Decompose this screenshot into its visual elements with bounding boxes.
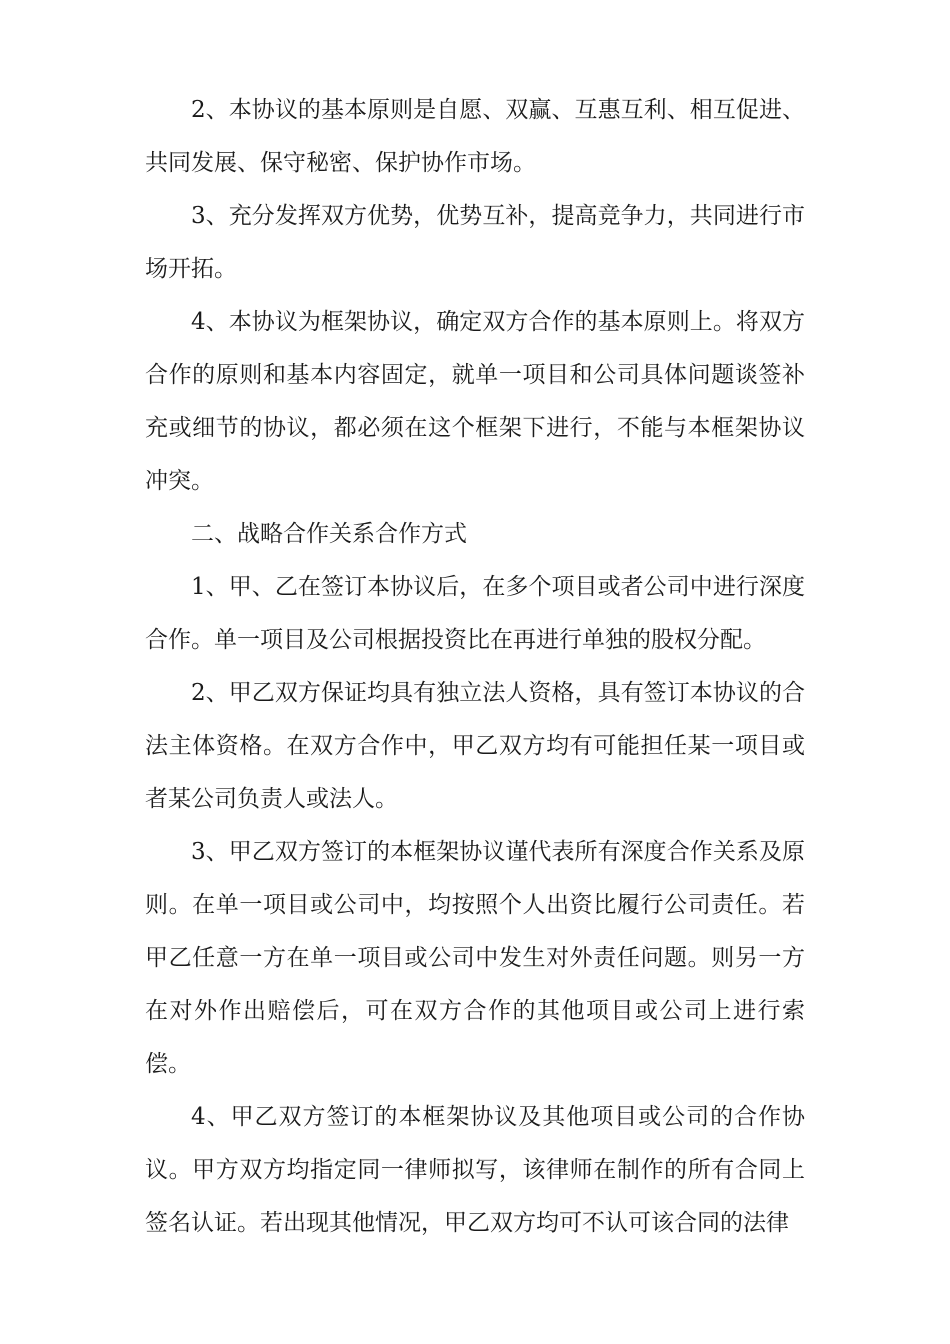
paragraph-advantages: 3、充分发挥双方优势，优势互补，提高竞争力，共同进行市场开拓。	[145, 203, 805, 282]
paragraph-framework: 4、本协议为框架协议，确定双方合作的基本原则上。将双方合作的原则和基本内容固定，就单一项目和公司具体问题谈签补充或细节的协议，都必须在这个框架下进行，不能与本框架协议冲突。	[145, 309, 805, 494]
paragraph-principles: 2、本协议的基本原则是自愿、双赢、互惠互利、相互促进、共同发展、保守秘密、保护协作市场。	[145, 97, 805, 176]
section-heading-cooperation-mode: 二、战略合作关系合作方式	[191, 521, 467, 547]
paragraph-lawyer: 4、甲乙双方签订的本框架协议及其他项目或公司的合作协议。甲方双方均指定同一律师拟写，该律师在制作的所有合同上签名认证。若出现其他情况，甲乙双方均可不认可该合同的法律	[145, 1104, 805, 1236]
document-body	[145, 84, 805, 1250]
paragraph-legal-qualification: 2、甲乙双方保证均具有独立法人资格，具有签订本协议的合法主体资格。在双方合作中，甲乙双方均有可能担任某一项目或者某公司负责人或法人。	[145, 680, 805, 812]
paragraph-liability: 3、甲乙双方签订的本框架协议谨代表所有深度合作关系及原则。在单一项目或公司中，均按照个人出资比履行公司责任。若甲乙任意一方在单一项目或公司中发生对外责任问题。则另一方在对外作出赔偿后，可在双方合作的其他项目或公司上进行索偿。	[145, 839, 805, 1077]
paragraph-deep-cooperation: 1、甲、乙在签订本协议后，在多个项目或者公司中进行深度合作。单一项目及公司根据投资比在再进行单独的股权分配。	[145, 574, 805, 653]
